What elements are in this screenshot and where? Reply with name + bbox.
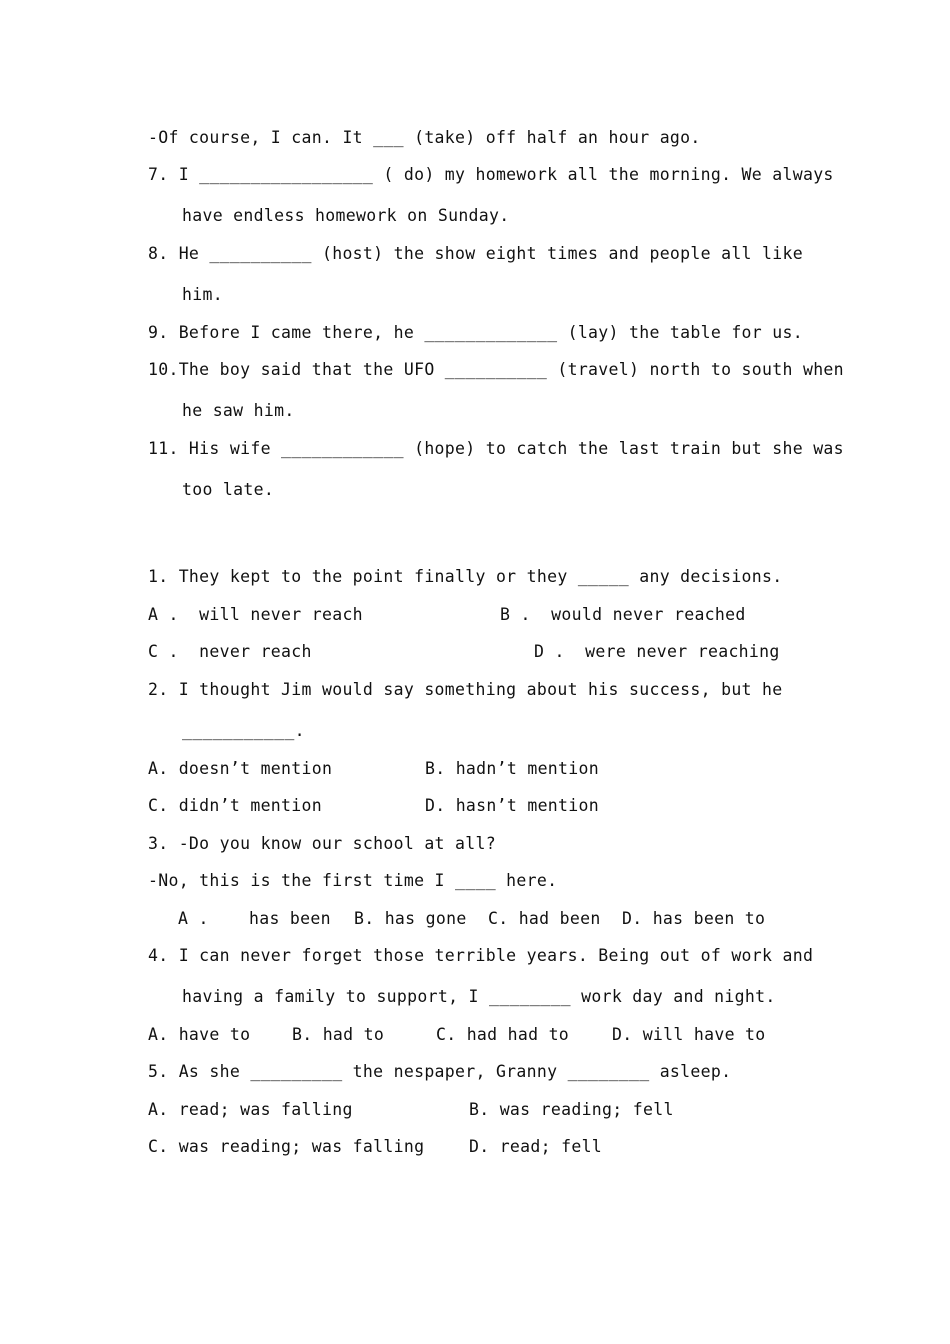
mc-q2-option-b: B. hadn’t mention bbox=[425, 759, 599, 778]
mc-question-4-line2: having a family to support, I ________ work day and night. bbox=[182, 987, 776, 1006]
question-8-line2: him. bbox=[182, 285, 223, 304]
mc-q5-option-a: A. read; was falling bbox=[148, 1100, 353, 1119]
mc-question-2-line2: ___________. bbox=[182, 721, 305, 740]
mc-q4-option-a: A. have to bbox=[148, 1025, 251, 1044]
question-11-line2: too late. bbox=[182, 480, 275, 499]
answer-line: -Of course, I can. It ___ (take) off half an hour ago. bbox=[148, 128, 701, 147]
mc-q5-option-c: C. was reading; was falling bbox=[148, 1137, 425, 1156]
mc-q3-option-c: C. had been bbox=[488, 909, 601, 928]
question-9: 9. Before I came there, he _____________ (lay) the table for us. bbox=[148, 323, 803, 342]
question-7-line1: 7. I _________________ ( do) my homework all the morning. We always bbox=[148, 165, 834, 184]
mc-q4-option-c: C. had had to bbox=[436, 1025, 570, 1044]
mc-q2-option-c: C. didn’t mention bbox=[148, 796, 322, 815]
mc-q3-option-d: D. has been to bbox=[622, 909, 766, 928]
question-8-line1: 8. He __________ (host) the show eight times and people all like bbox=[148, 244, 803, 263]
mc-q1-option-a: A . will never reach bbox=[148, 605, 363, 624]
question-7-line2: have endless homework on Sunday. bbox=[182, 206, 510, 225]
mc-q2-option-d: D. hasn’t mention bbox=[425, 796, 599, 815]
mc-q1-option-d: D . were never reaching bbox=[534, 642, 780, 661]
mc-q4-option-b: B. had to bbox=[292, 1025, 385, 1044]
mc-q1-option-b: B . would never reached bbox=[500, 605, 746, 624]
mc-question-4-line1: 4. I can never forget those terrible years. Being out of work and bbox=[148, 946, 814, 965]
mc-q4-option-d: D. will have to bbox=[612, 1025, 766, 1044]
mc-question-2-line1: 2. I thought Jim would say something about his success, but he bbox=[148, 680, 783, 699]
mc-q1-option-c: C . never reach bbox=[148, 642, 312, 661]
mc-question-3-line1: 3. -Do you know our school at all? bbox=[148, 834, 496, 853]
question-11-line1: 11. His wife ____________ (hope) to catch the last train but she was bbox=[148, 439, 844, 458]
mc-question-1: 1. They kept to the point finally or they _____ any decisions. bbox=[148, 567, 783, 586]
question-10-line2: he saw him. bbox=[182, 401, 295, 420]
mc-q3-option-a-letter: A . bbox=[178, 909, 209, 928]
mc-q3-option-b: B. has gone bbox=[354, 909, 467, 928]
mc-q5-option-d: D. read; fell bbox=[469, 1137, 603, 1156]
mc-q3-option-a-text: has been bbox=[249, 909, 331, 928]
mc-question-5: 5. As she _________ the nespaper, Granny ________ asleep. bbox=[148, 1062, 732, 1081]
mc-question-3-line2: -No, this is the first time I ____ here. bbox=[148, 871, 558, 890]
mc-q2-option-a: A. doesn’t mention bbox=[148, 759, 333, 778]
mc-q5-option-b: B. was reading; fell bbox=[469, 1100, 674, 1119]
question-10-line1: 10.The boy said that the UFO __________ (travel) north to south when bbox=[148, 360, 844, 379]
